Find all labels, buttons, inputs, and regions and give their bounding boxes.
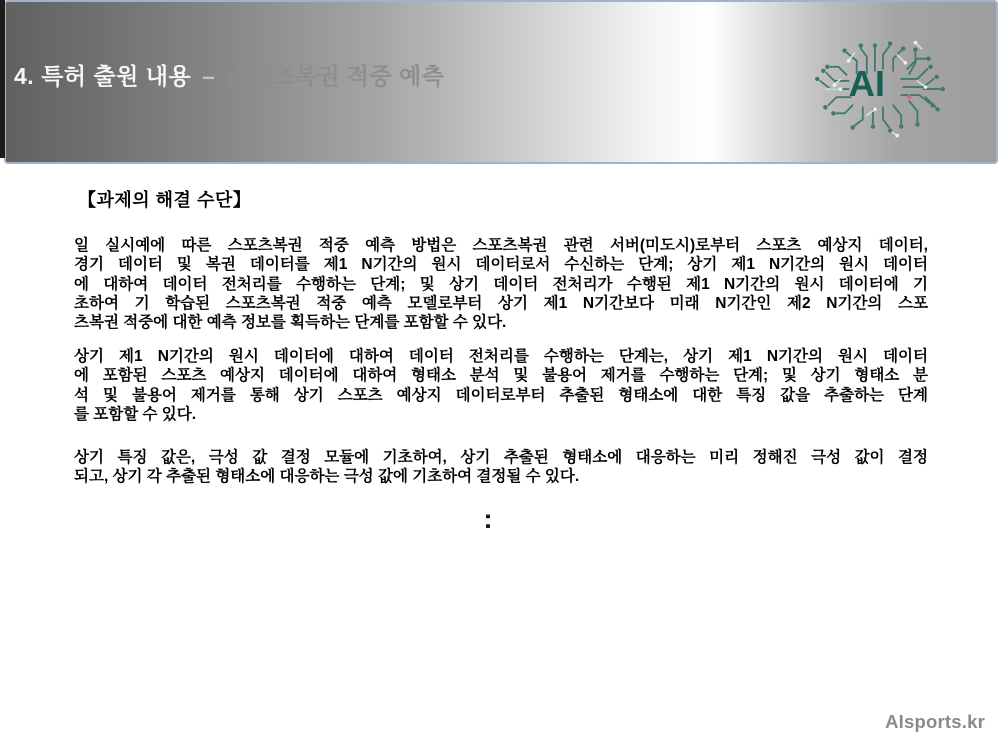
text-line: 경기 데이터 및 복권 데이터를 제1 N기간의 원시 데이터로서 수신하는 단계; 상기 제1 N기간의 원시 데이터 <box>74 256 928 274</box>
patent-paragraph-2 <box>74 347 928 424</box>
text-line: 상기 제1 N기간의 원시 데이터에 대하여 데이터 전처리를 수행하는 단계는, 상기 제1 N기간의 원시 데이터 <box>74 348 928 365</box>
logo-pink-node <box>907 95 911 99</box>
ai-logo-text: AI <box>848 63 886 105</box>
patent-paragraph-1 <box>74 236 928 332</box>
text-line: 상기 특징 값은, 극성 값 결정 모듈에 기초하여, 상기 추출된 형태소에 대응하는 미리 정해진 극성 값이 결정 <box>74 449 928 466</box>
text-line: 에 포함된 스포츠 예상지 데이터에 대하여 형태소 분석 및 불용어 제거를 수행하는 단계; 및 상기 형태소 분 <box>74 367 928 385</box>
page-title-main: 4. 특허 출원 내용 <box>14 63 192 89</box>
page-title-subtitle: 스포츠복권 적중 예측 <box>226 63 445 89</box>
page-title <box>14 58 445 91</box>
section-heading: 【과제의 해결 수단】 <box>78 190 252 210</box>
text-line: 되고, 상기 각 추출된 형태소에 대응하는 극성 값에 기초하여 결정될 수 있다. <box>74 468 580 486</box>
continuation-mark: : <box>483 504 493 534</box>
ai-brain-circuit-logo <box>796 18 968 150</box>
text-line: 츠복권 적중에 대한 예측 정보를 획득하는 단계를 포함할 수 있다. <box>74 314 507 332</box>
text-line: 를 포함할 수 있다. <box>74 405 197 423</box>
page-title-separator: – <box>202 63 216 89</box>
text-line: 일 실시예에 따른 스포츠복권 적중 예측 방법은 스포츠복권 관련 서버(미도시)로부터 스포츠 예상지 데이터, <box>74 237 928 254</box>
patent-paragraph-3 <box>74 448 928 487</box>
header-accent-strip <box>0 0 5 158</box>
brand-watermark: AIsports.kr <box>885 711 985 732</box>
text-line: 초하여 기 학습된 스포츠복권 적중 예측 모델로부터 상기 제1 N기간보다 미래 N기간인 제2 N기간의 스포 <box>74 294 928 312</box>
text-line: 에 대하여 데이터 전처리를 수행하는 단계; 및 상기 데이터 전처리가 수행된 제1 N기간의 원시 데이터에 기 <box>74 275 928 293</box>
text-line: 석 및 불용어 제거를 통해 상기 스포츠 예상지 데이터로부터 추출된 형태소에 대한 특징 값을 추출하는 단계 <box>74 386 928 404</box>
